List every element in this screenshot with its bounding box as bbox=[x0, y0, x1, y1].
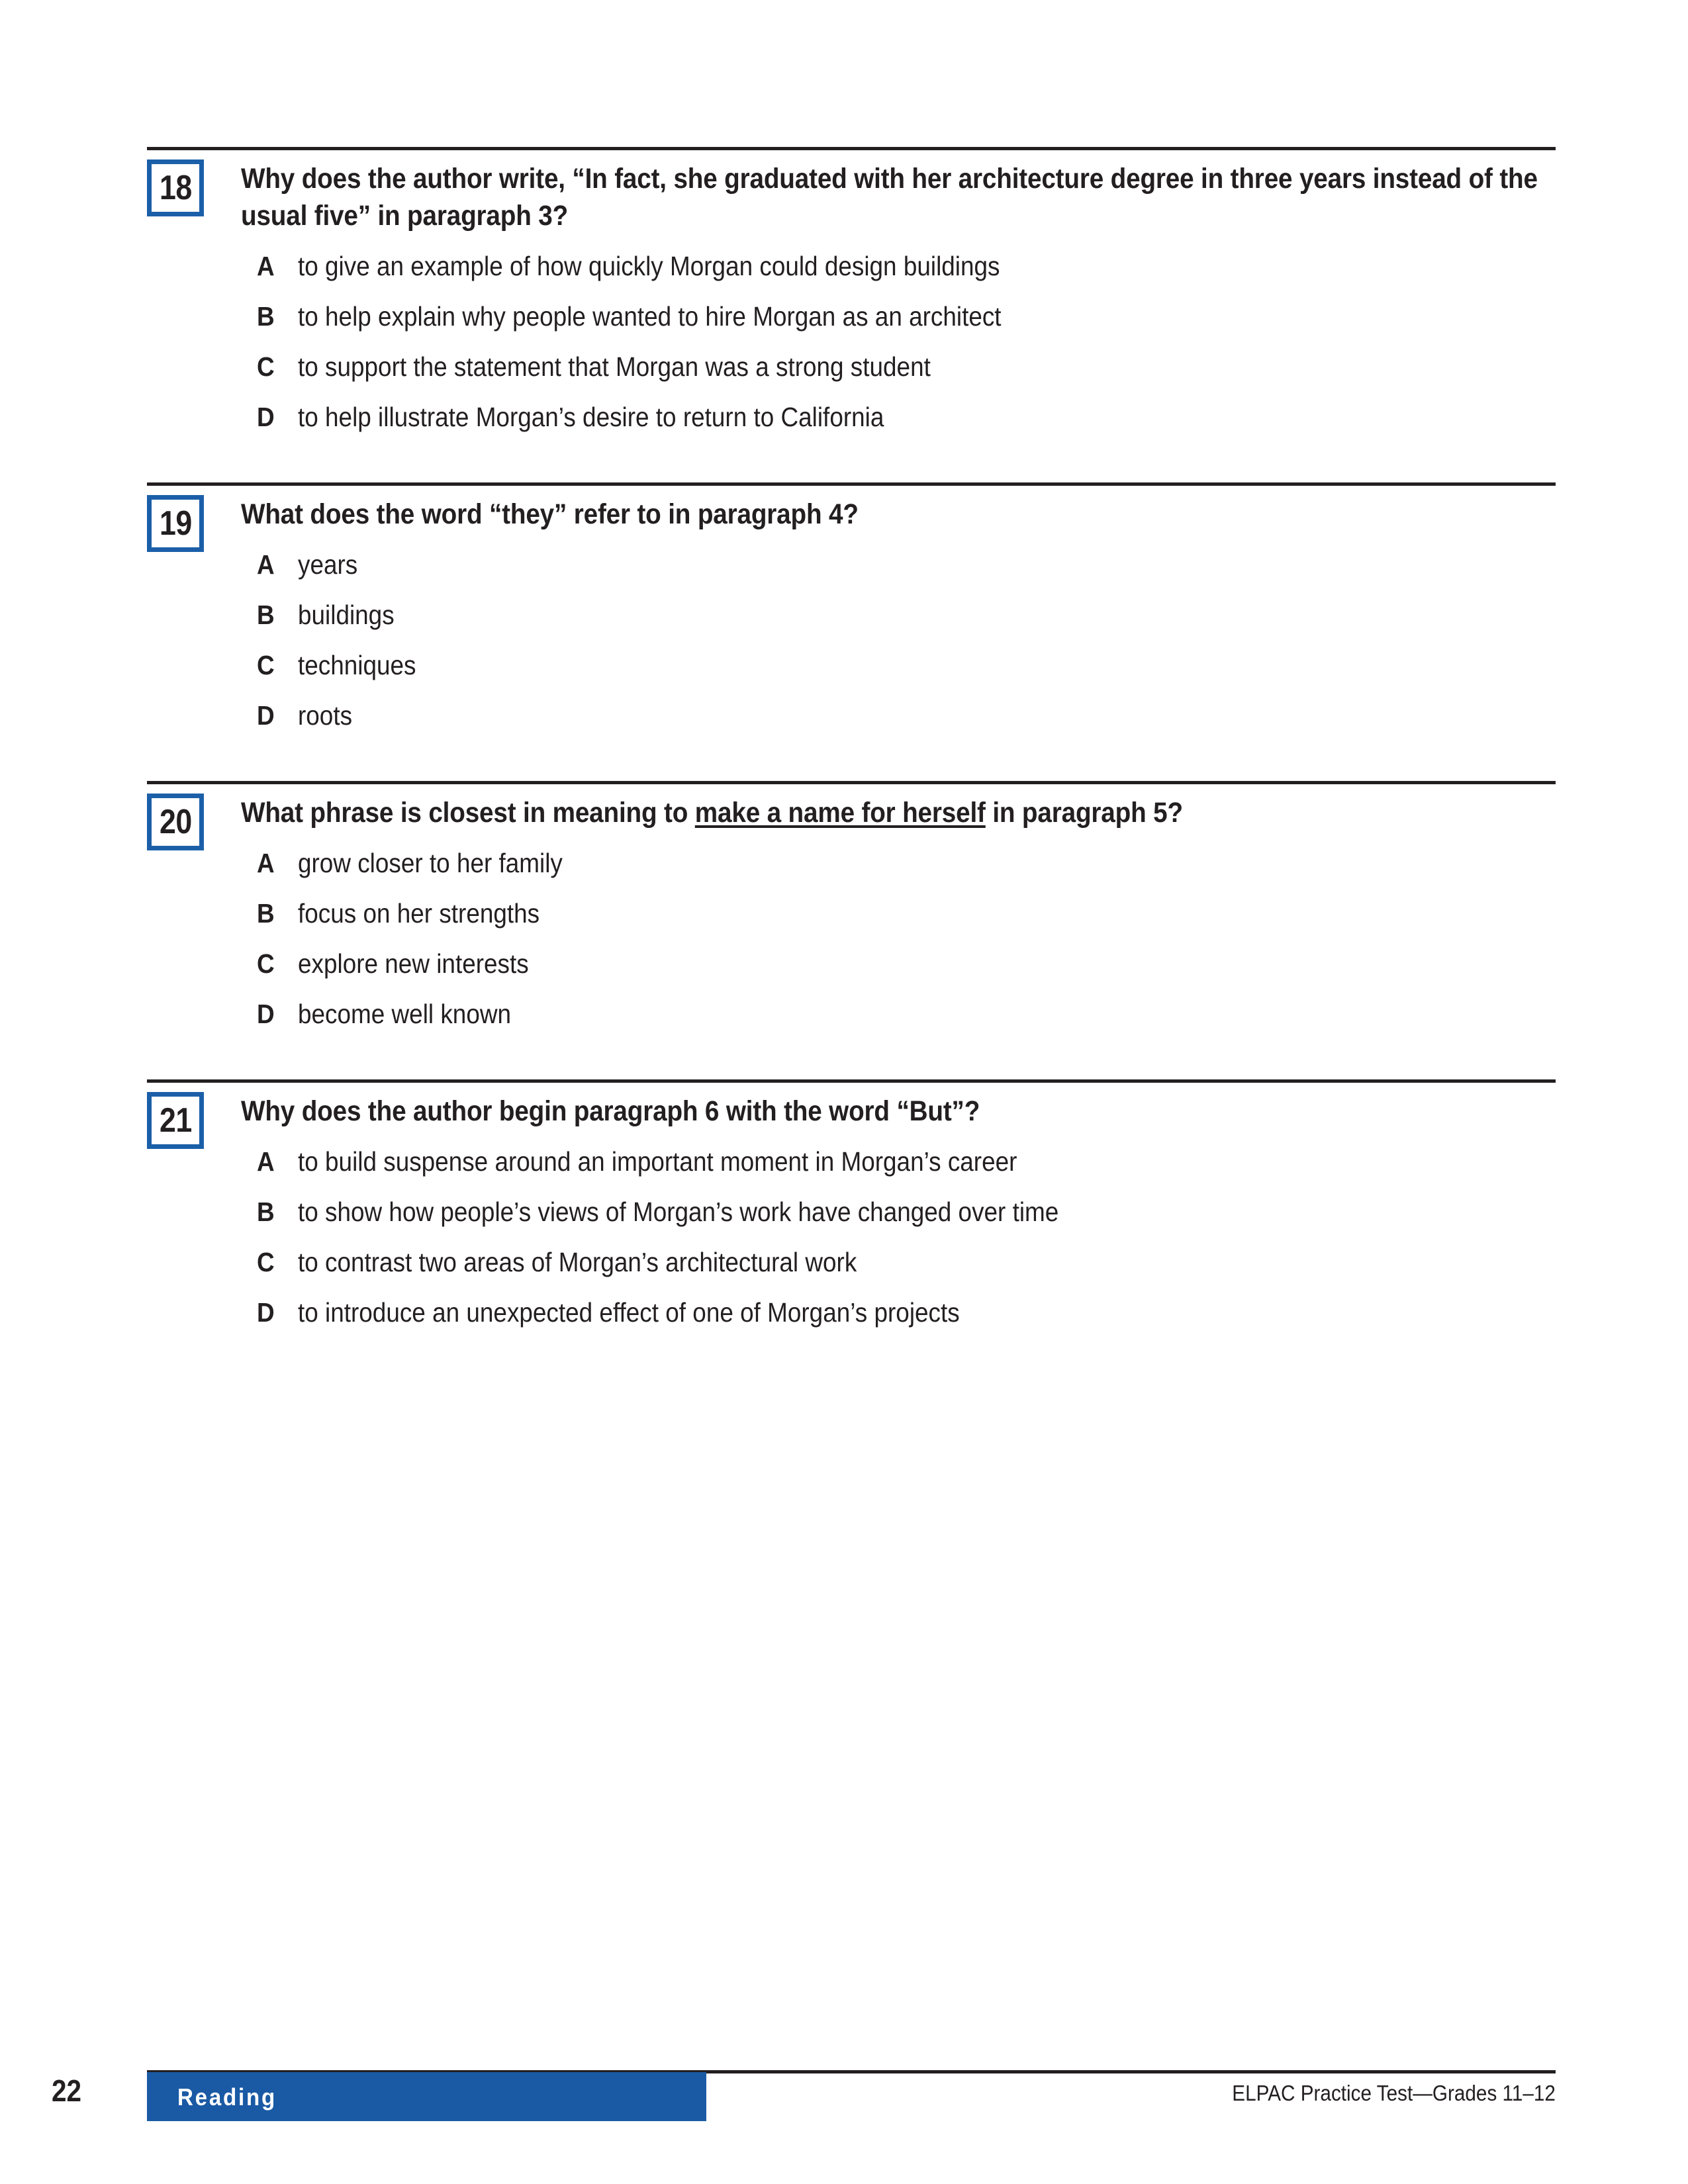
question-stem bbox=[241, 486, 1556, 533]
question-list bbox=[147, 147, 1557, 1329]
section-label-text: Reading bbox=[177, 2083, 277, 2111]
answer-option-letter: A bbox=[257, 847, 275, 878]
question-stem bbox=[241, 1083, 1556, 1130]
answer-option[interactable] bbox=[257, 598, 1557, 631]
question-number: 19 bbox=[159, 504, 192, 543]
answer-option[interactable] bbox=[257, 1195, 1557, 1228]
question-number-box bbox=[147, 495, 204, 552]
answer-option-text: to help explain why people wanted to hire Morgan as an architect bbox=[298, 300, 1002, 332]
answer-options bbox=[241, 846, 1557, 1030]
answer-option[interactable] bbox=[257, 300, 1557, 333]
question-stem-segment: Why does the author begin paragraph 6 with the word “But”? bbox=[241, 1095, 980, 1127]
answer-option-letter: A bbox=[257, 549, 275, 580]
question-number-box bbox=[147, 1092, 204, 1149]
answer-option-text: buildings bbox=[298, 599, 395, 630]
answer-option-text: to show how people’s views of Morgan’s work have changed over time bbox=[298, 1196, 1059, 1227]
answer-option-text: to contrast two areas of Morgan’s architectural work bbox=[298, 1246, 857, 1277]
answer-option-text: years bbox=[298, 549, 358, 580]
question-body bbox=[147, 784, 1557, 1030]
question-stem-segment: What does the word “they” refer to in paragraph 4? bbox=[241, 498, 859, 530]
answer-option-letter: C bbox=[257, 649, 275, 680]
answer-option-text: to build suspense around an important moment in Morgan’s career bbox=[298, 1146, 1017, 1177]
answer-option-text: explore new interests bbox=[298, 948, 529, 979]
answer-options bbox=[241, 1145, 1557, 1329]
answer-option[interactable] bbox=[257, 1246, 1557, 1279]
question-block bbox=[147, 1079, 1557, 1329]
answer-option-letter: B bbox=[257, 599, 275, 630]
answer-option-text: to support the statement that Morgan was a strong student bbox=[298, 351, 931, 382]
answer-option[interactable] bbox=[257, 548, 1557, 581]
question-number: 18 bbox=[159, 169, 192, 207]
answer-option[interactable] bbox=[257, 400, 1557, 433]
question-block bbox=[147, 482, 1557, 732]
answer-option[interactable] bbox=[257, 997, 1557, 1030]
answer-option-text: to introduce an unexpected effect of one of Morgan’s projects bbox=[298, 1297, 960, 1328]
question-stem-segment: What phrase is closest in meaning to bbox=[241, 796, 695, 829]
footer-page-number: 22 bbox=[52, 2073, 82, 2108]
answer-option-text: techniques bbox=[298, 649, 416, 680]
question-number-box bbox=[147, 159, 204, 216]
page-footer bbox=[0, 2064, 1688, 2156]
answer-option-text: to give an example of how quickly Morgan could design buildings bbox=[298, 250, 1000, 281]
answer-option-letter: C bbox=[257, 948, 275, 979]
answer-option-letter: B bbox=[257, 897, 275, 929]
answer-options bbox=[241, 548, 1557, 732]
question-spacer bbox=[147, 433, 1557, 482]
answer-option-text: grow closer to her family bbox=[298, 847, 563, 878]
question-body bbox=[147, 150, 1557, 433]
answer-option[interactable] bbox=[257, 1296, 1557, 1329]
answer-option-letter: D bbox=[257, 401, 275, 432]
question-number-box bbox=[147, 794, 204, 850]
answer-option-letter: A bbox=[257, 250, 275, 281]
question-stem-underlined-phrase: make a name for herself bbox=[694, 796, 986, 829]
answer-option-letter: D bbox=[257, 998, 275, 1029]
answer-option-text: roots bbox=[298, 700, 353, 731]
question-number: 21 bbox=[159, 1101, 192, 1140]
question-body bbox=[147, 1083, 1557, 1329]
question-block bbox=[147, 147, 1557, 433]
answer-option-letter: B bbox=[257, 300, 275, 332]
answer-option-letter: B bbox=[257, 1196, 275, 1227]
answer-options bbox=[241, 250, 1557, 433]
answer-option[interactable] bbox=[257, 649, 1557, 682]
answer-option[interactable] bbox=[257, 699, 1557, 732]
answer-option[interactable] bbox=[257, 947, 1557, 980]
answer-option-letter: D bbox=[257, 700, 275, 731]
question-stem bbox=[241, 150, 1556, 235]
answer-option[interactable] bbox=[257, 846, 1557, 880]
answer-option-text: become well known bbox=[298, 998, 512, 1029]
question-spacer bbox=[147, 1030, 1557, 1079]
answer-option-text: to help illustrate Morgan’s desire to return to California bbox=[298, 401, 884, 432]
answer-option-text: focus on her strengths bbox=[298, 897, 540, 929]
answer-option-letter: A bbox=[257, 1146, 275, 1177]
question-spacer bbox=[147, 732, 1557, 781]
question-stem-segment: in paragraph 5? bbox=[985, 796, 1183, 829]
question-block bbox=[147, 781, 1557, 1030]
answer-option[interactable] bbox=[257, 350, 1557, 383]
test-info-text: ELPAC Practice Test—Grades 11–12 bbox=[1232, 2081, 1556, 2105]
question-stem-segment: Why does the author write, “In fact, she graduated with her architecture degree in three years instead of the usual five” in paragraph 3? bbox=[241, 163, 1538, 232]
answer-option-letter: D bbox=[257, 1297, 275, 1328]
answer-option[interactable] bbox=[257, 897, 1557, 930]
answer-option-letter: C bbox=[257, 1246, 275, 1277]
section-label-bar bbox=[147, 2072, 706, 2121]
question-body bbox=[147, 486, 1557, 732]
answer-option-letter: C bbox=[257, 351, 275, 382]
question-stem bbox=[241, 784, 1556, 832]
question-number: 20 bbox=[159, 802, 192, 841]
answer-option[interactable] bbox=[257, 1145, 1557, 1178]
answer-option[interactable] bbox=[257, 250, 1557, 283]
